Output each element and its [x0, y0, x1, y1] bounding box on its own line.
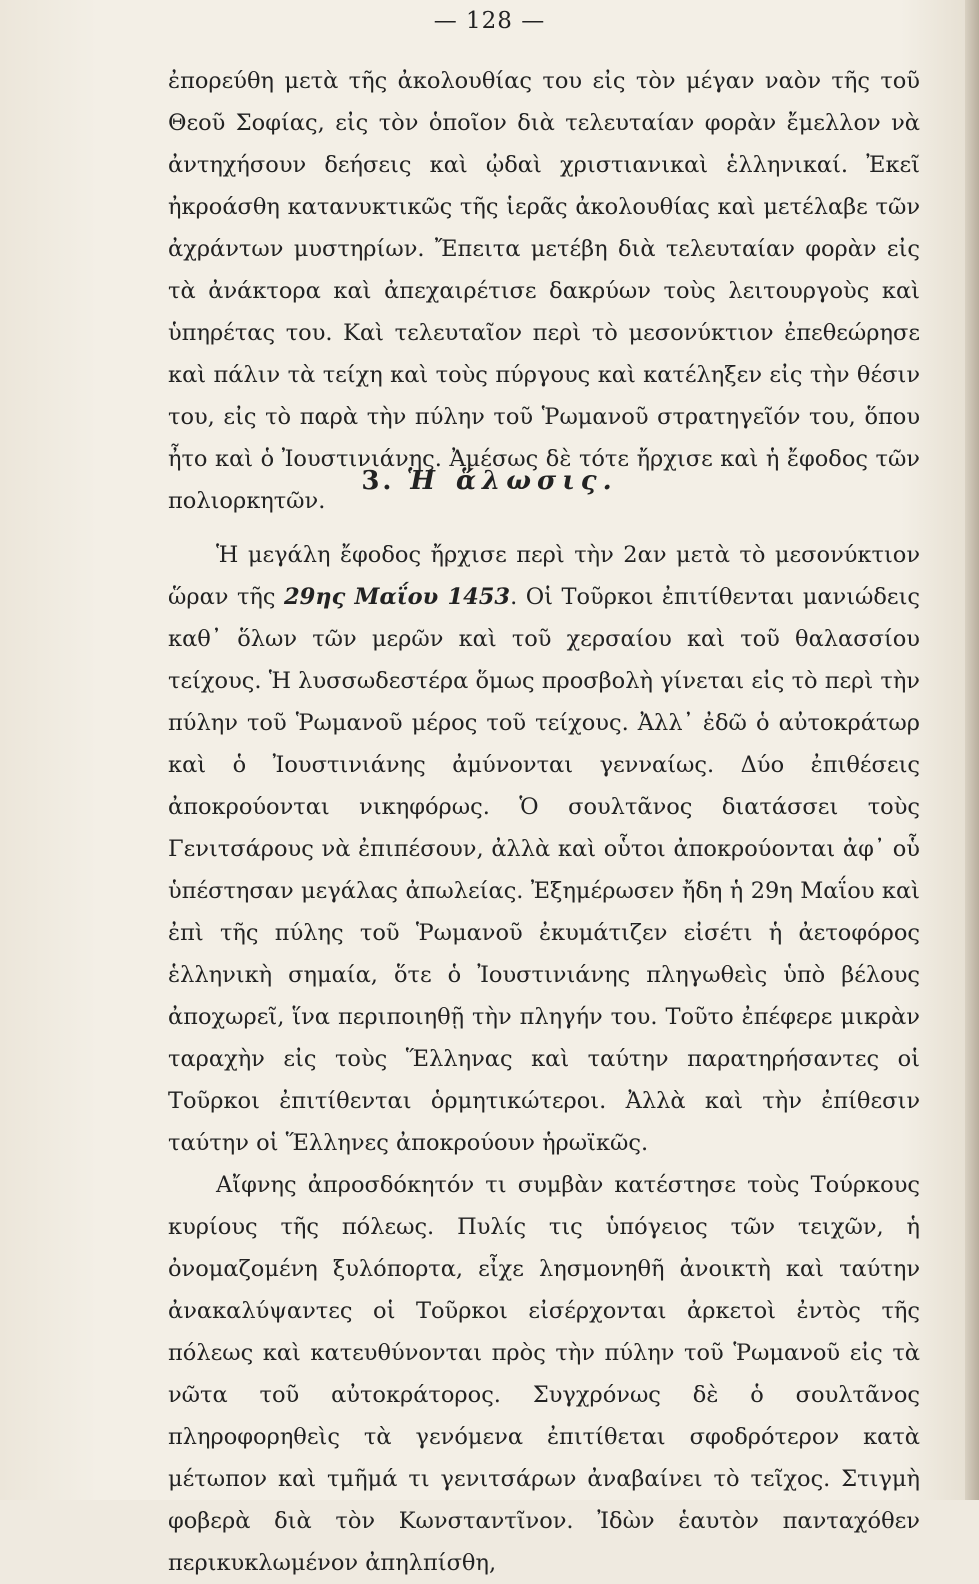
section-title: Ἡ ἅλωσις.: [406, 466, 618, 496]
paragraph-2-rest: . Οἱ Τοῦρκοι ἐπιτίθενται μανιώδεις καθ᾽ ὅλων τῶν μερῶν καὶ τοῦ χερσαίου καὶ τοῦ θαλασσίου τείχους. Ἡ λυσσωδεστέρα ὅμως προσβολὴ γίνεται εἰς τὸ περὶ τὴν πύλην τοῦ Ῥωμανοῦ μέρος τοῦ τείχους. Ἀλλ᾽ ἐδῶ ὁ αὐτοκράτωρ καὶ ὁ Ἰουστινιάνης ἀμύνονται γενναίως. Δύο ἐπιθέσεις ἀποκρούονται νικηφόρως. Ὁ σουλτᾶνος διατάσσει τοὺς Γενιτσάρους νὰ ἐπιπέσουν, ἀλλὰ καὶ οὗτοι ἀποκρούονται ἀφ᾽ οὗ ὑπέστησαν μεγάλας ἀπωλείας. Ἐξημέρωσεν ἤδη ἡ 29η Μαΐου καὶ ἐπὶ τῆς πύλης τοῦ Ῥωμανοῦ ἐκυμάτιζεν εἰσέτι ἡ ἀετοφόρος ἑλληνικὴ σημαία, ὅτε ὁ Ἰουστινιάνης πληγωθεὶς ὑπὸ βέλους ἀποχωρεῖ, ἵνα περιποιηθῇ τὴν πληγήν του. Τοῦτο ἐπέφερε μικρὰν ταραχὴν εἰς τοὺς Ἕλληνας καὶ ταύτην παρατηρήσαντες οἱ Τοῦρκοι ἐπιτίθενται ὁρμητικώτεροι. Ἀλλὰ καὶ τὴν ἐπίθεσιν ταύτην οἱ Ἕλληνες ἀποκρούουν ἡρωϊκῶς.: [168, 584, 920, 1156]
text-block-top: [168, 60, 920, 522]
paragraph-3: Αἴφνης ἀπροσδόκητόν τι συμβὰν κατέστησε τοὺς Τούρκους κυρίους τῆς πόλεως. Πυλίς τις ὑπόγειος τῶν τειχῶν, ἡ ὀνομαζομένη ξυλόπορτα, εἶχε λησμονηθῆ ἀνοικτὴ καὶ ταύτην ἀνακαλύψαντες οἱ Τοῦρκοι εἰσέρχονται ἀρκετοὶ ἐντὸς τῆς πόλεως καὶ κατευθύνονται πρὸς τὴν πύλην τοῦ Ῥωμανοῦ εἰς τὰ νῶτα τοῦ αὐτοκράτορος. Συγχρόνως δὲ ὁ σουλτᾶνος πληροφορηθεὶς τὰ γενόμενα ἐπιτίθεται σφοδρότερον κατὰ μέτωπον καὶ τμῆμά τι γενιτσάρων ἀναβαίνει τὸ τεῖχος. Στιγμὴ φοβερὰ διὰ τὸν Κωνσταντῖνον. Ἰδὼν ἑαυτὸν πανταχόθεν περικυκλωμένον ἀπηλπίσθη,: [168, 1172, 920, 1576]
paragraph-2-start: Ἡ μεγάλη ἔφοδος ἤρχισε περὶ τὴν 2αν μετὰ τὸ μεσονύκτιον ὥραν τῆς: [168, 542, 920, 610]
section-heading: [0, 466, 979, 496]
section-number: 3.: [361, 466, 395, 496]
page-edge: [965, 0, 979, 1500]
paragraph-1: ἐπορεύθη μετὰ τῆς ἀκολουθίας του εἰς τὸν μέγαν ναὸν τῆς τοῦ Θεοῦ Σοφίας, εἰς τὸν ὁποῖον διὰ τελευταίαν φορὰν ἔμελλον νὰ ἀντηχήσουν δεήσεις καὶ ᾠδαὶ χριστιανικαὶ ἑλληνικαί. Ἐκεῖ ἠκροάσθη κατανυκτικῶς τῆς ἱερᾶς ἀκολουθίας καὶ μετέλαβε τῶν ἀχράντων μυστηρίων. Ἔπειτα μετέβη διὰ τελευταίαν φορὰν εἰς τὰ ἀνάκτορα καὶ ἀπεχαιρέτισε δακρύων τοὺς λειτουργοὺς καὶ ὑπηρέτας του. Καὶ τελευταῖον περὶ τὸ μεσονύκτιον ἐπεθεώρησε καὶ πάλιν τὰ τείχη καὶ τοὺς πύργους καὶ κατέληξεν εἰς τὴν θέσιν του, εἰς τὸ παρὰ τὴν πύλην τοῦ Ῥωμανοῦ στρατηγεῖόν του, ὅπου ἦτο καὶ ὁ Ἰουστινιάνης. Ἀμέσως δὲ τότε ἤρχισε καὶ ἡ ἔφοδος τῶν πολιορκητῶν.: [168, 68, 920, 514]
paragraph-2: [168, 534, 920, 1164]
page-number: — 128 —: [433, 8, 546, 34]
date-emphasis: 29ης Μαΐου 1453: [283, 584, 511, 610]
text-block-body: [168, 534, 920, 1584]
